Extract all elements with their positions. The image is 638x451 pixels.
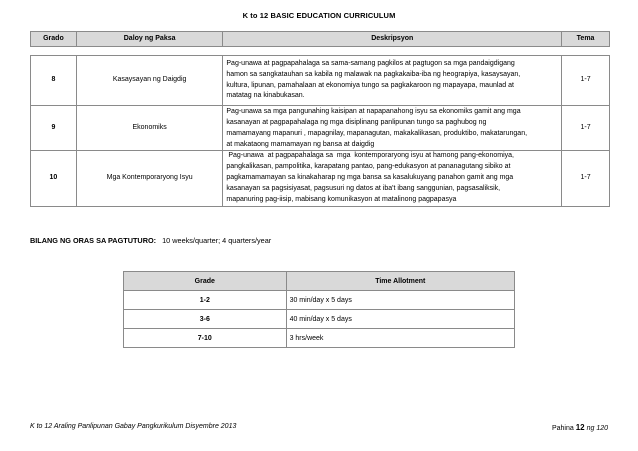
header-gap-row <box>31 47 610 56</box>
footer-of-word: ng <box>586 425 595 432</box>
theme-cell: 1-7 <box>562 56 610 106</box>
teaching-hours-value: 10 weeks/quarter; 4 quarters/year <box>162 236 272 245</box>
table-row <box>124 329 515 348</box>
grade-cell: 8 <box>31 56 77 106</box>
description-line: Pag-unawa at pagpapahalaga sa sama-samang pagkilos at pagtugon sa mga pandaigdigang <box>226 60 515 67</box>
description-line: hamon sa sangkatauhan sa kabila ng malawak na pagkakaiba-iba ng heograpiya, kasaysayan, <box>226 70 521 78</box>
footer-document-name: K to 12 Araling Panlipunan Gabay Pangkurikulum Disyembre 2013 <box>30 423 237 430</box>
description-line: pangkalikasan, pampolitika, karapatang pantao, pang-edukasyon at pananagutang sibiko at <box>226 163 511 171</box>
description-line: kultura, lipunan, pamahalaan at ekonomiya tungo sa pagkakaroon ng mapayapa, maunlad at <box>226 81 514 89</box>
description-line: Pag-unawa sa mga pangunahing kaisipan at napapanahong isyu sa ekonomiks gamit ang mga <box>226 108 521 116</box>
curriculum-table <box>30 31 610 207</box>
grade-cell: 10 <box>31 151 77 207</box>
header-time-grade: Grade <box>124 272 287 291</box>
time-grade-cell: 3-6 <box>124 310 287 329</box>
document-title: K to 12 BASIC EDUCATION CURRICULUM <box>242 11 396 20</box>
description-line: mamamayang mapanuri , mapagnilay, mapanagutan, makakalikasan, produktibo, makatarungan, <box>226 129 528 137</box>
footer-total-pages: 120 <box>596 425 608 432</box>
time-grade-cell: 1-2 <box>124 291 287 310</box>
flow-cell: Mga Kontemporaryong Isyu <box>76 151 223 207</box>
description-line: kasanayan sa pagsisiyasat, pagsusuri ng datos at iba't ibang sanggunian, pagsasaliksik, <box>226 184 501 192</box>
teaching-hours-label: BILANG NG ORAS SA PAGTUTURO: <box>30 236 157 245</box>
description-line: Pag-unawa at pagpapahalaga sa mga kontemporaryong isyu at hamong pang-ekonomiya, <box>226 152 514 160</box>
time-header-row <box>124 272 515 291</box>
header-flow: Daloy ng Paksa <box>76 32 223 47</box>
description-line: matatag na kinabukasan. <box>226 92 305 100</box>
header-time-allotment: Time Allotment <box>286 272 514 291</box>
table-row <box>124 310 515 329</box>
flow-cell: Kasaysayan ng Daigdig <box>76 56 223 106</box>
table-row <box>31 106 610 151</box>
time-grade-cell: 7-10 <box>124 329 287 348</box>
time-allotment-cell: 30 min/day x 5 days <box>286 291 514 310</box>
description-line: pagkamamamayan sa kinakaharap ng mga bansa sa kasalukuyang panahon gamit ang mga <box>226 173 514 181</box>
theme-cell: 1-7 <box>562 151 610 207</box>
table-row <box>31 56 610 106</box>
description-line: mapanuring pag-iisip, mabisang komunikasyon at matalinong pagpapasya <box>226 195 457 203</box>
time-allotment-table <box>123 271 515 348</box>
table-row <box>124 291 515 310</box>
description-line: at makataong mamamayan ng bansa at daigdig <box>226 140 375 148</box>
footer-current-page: 12 <box>575 423 585 432</box>
footer-page-word: Pahina <box>551 425 574 432</box>
flow-cell: Ekonomiks <box>76 106 223 151</box>
teaching-hours <box>30 236 271 245</box>
description-cell <box>223 151 562 207</box>
theme-cell: 1-7 <box>562 106 610 151</box>
header-grade: Grado <box>31 32 77 47</box>
description-cell <box>223 106 562 151</box>
time-allotment-cell: 3 hrs/week <box>286 329 514 348</box>
description-cell <box>223 56 562 106</box>
curriculum-header-row <box>31 32 610 47</box>
description-line: kasanayan at pagpapahalaga ng mga disiplinang panlipunan tungo sa paghubog ng <box>226 118 487 126</box>
time-allotment-cell: 40 min/day x 5 days <box>286 310 514 329</box>
footer-page-number <box>552 423 608 432</box>
table-row <box>31 151 610 207</box>
header-theme: Tema <box>562 32 610 47</box>
grade-cell: 9 <box>31 106 77 151</box>
header-description: Deskripsyon <box>223 32 562 47</box>
